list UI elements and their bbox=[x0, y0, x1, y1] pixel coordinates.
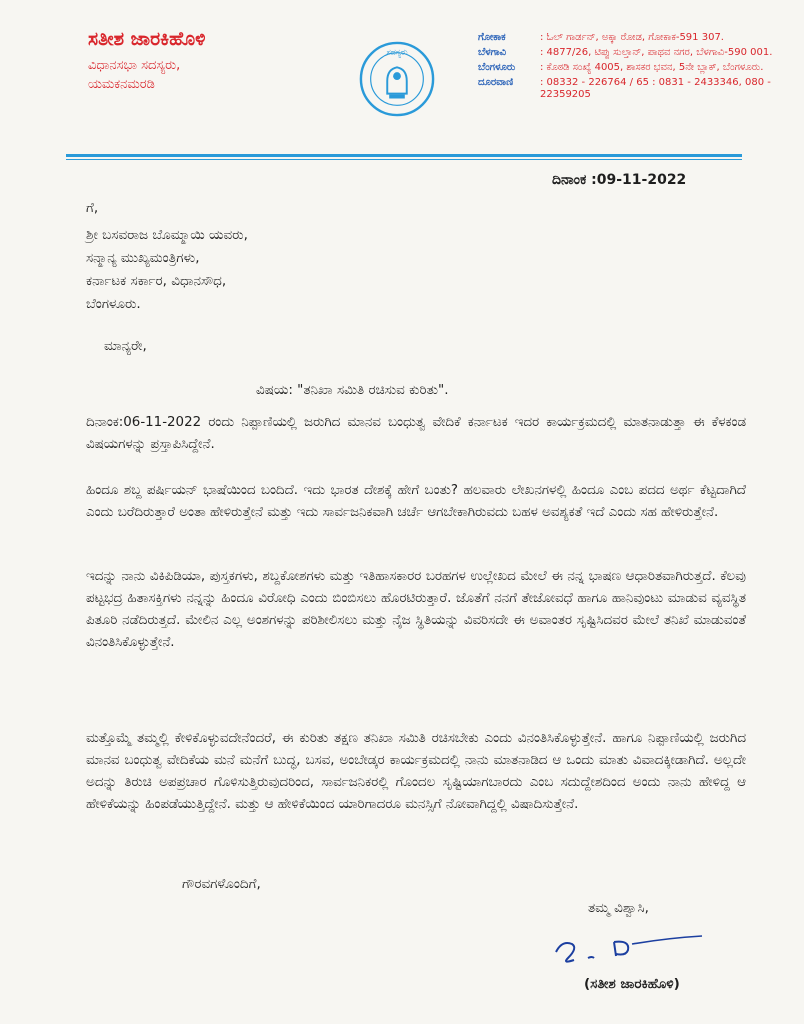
contact-value: : 08332 - 226764 / 65 : 0831 - 2433346, 080 - 22359205 bbox=[540, 77, 771, 100]
recipient-to: ಗೆ, bbox=[86, 200, 99, 216]
closing: ಗೌರವಗಳೊಂದಿಗೆ, bbox=[182, 876, 261, 892]
sender-constituency: ಯಮಕನಮರಡಿ bbox=[88, 77, 155, 92]
contact-block bbox=[478, 32, 778, 104]
recipient-line: ಬೆಂಗಳೂರು. bbox=[86, 296, 141, 312]
salutation: ಮಾನ್ಯರೇ, bbox=[104, 338, 147, 354]
sender-designation: ವಿಧಾನಸಭಾ ಸದಸ್ಯರು, bbox=[88, 58, 181, 73]
contact-value: : ಓಲ್ ಗಾರ್ಡನ್, ಅಕ್ಕಾ ರೋಡ, ಗೋಕಾಕ-591 307. bbox=[540, 32, 724, 43]
contact-row-belagavi bbox=[478, 47, 778, 59]
header-divider-thin bbox=[66, 159, 742, 160]
signatory-name: (ಸತೀಶ ಜಾರಕಿಹೊಳಿ) bbox=[584, 976, 680, 992]
letter-date: ದಿನಾಂಕ :09-11-2022 bbox=[552, 172, 687, 188]
subject-line: ವಿಷಯ: "ತನಿಖಾ ಸಮಿತಿ ರಚಿಸುವ ಕುರಿತು". bbox=[256, 382, 449, 398]
body-paragraph: ಇದನ್ನು ನಾನು ವಿಕಿಪಿಡಿಯಾ, ಪುಸ್ತಕಗಳು, ಶಬ್ದಕೋಶಗಳು ಮತ್ತು ಇತಿಹಾಸಕಾರರ ಬರಹಗಳ ಉಲ್ಲೇಖದ ಮೇಲೆ ಈ ನನ್ನ ಭಾಷಣ ಆಧಾರಿತವಾಗಿರುತ್ತದೆ. ಕೆಲವು ಪಟ್ಟಭದ್ರ ಹಿತಾಸಕ್ತಿಗಳು ನನ್ನನ್ನು ಹಿಂದೂ ವಿರೋಧಿ ಎಂದು ಬಿಂಬಿಸಲು ಹೊರಟಿರುತ್ತಾರೆ. ಜೊತೆಗೆ ನನಗೆ ತೇಜೋವಧೆ ಹಾಗೂ ಹಾನಿವುಂಟು ಮಾಡುವ ವ್ಯವಸ್ಥಿತ ಪಿತೂರಿ ನಡೆದಿರುತ್ತದೆ. ಮೇಲಿನ ಎಲ್ಲ ಅಂಶಗಳನ್ನು ಪರಿಶೀಲಿಸಲು ಮತ್ತು ನೈಜ ಸ್ಥಿತಿಯನ್ನು ವಿವರಿಸದೇ ಈ ಅವಾಂತರ ಸೃಷ್ಟಿಸಿದವರ ಮೇಲೆ ತನಿಖೆ ಮಾಡುವಂತೆ ವಿನಂತಿಸಿಕೊಳ್ಳುತ್ತೇನೆ. bbox=[86, 569, 746, 650]
contact-row-bengaluru bbox=[478, 62, 778, 74]
contact-label: ಗೋಕಾಕ bbox=[478, 32, 506, 43]
body-paragraph: ಮತ್ತೊಮ್ಮೆ ತಮ್ಮಲ್ಲಿ ಕೇಳಿಕೊಳ್ಳುವದೇನೆಂದರೆ, ಈ ಕುರಿತು ತಕ್ಷಣ ತನಿಖಾ ಸಮಿತಿ ರಚಿಸಬೇಕು ಎಂದು ವಿನಂತಿಸಿಕೊಳ್ಳುತ್ತೇನೆ. ಹಾಗೂ ನಿಪ್ಪಾಣಿಯಲ್ಲಿ ಜರುಗಿದ ಮಾನವ ಬಂಧುತ್ವ ವೇದಿಕೆಯ ಮನೆ ಮನೆಗೆ ಬುದ್ಧ, ಬಸವ, ಅಂಬೇಡ್ಕರ ಕಾರ್ಯಕ್ರಮದಲ್ಲಿ ನಾನು ಮಾತನಾಡಿದ ಆ ಒಂದು ಮಾತು ವಿವಾದಕ್ಕೀಡಾಗಿದೆ. ಅಲ್ಲದೇ ಅದನ್ನು ತಿರುಚಿ ಅಪಪ್ರಚಾರ ಗೊಳಿಸುತ್ತಿರುವುದರಿಂದ, ಸಾರ್ವಜನಿಕರಲ್ಲಿ ಗೊಂದಲ ಸೃಷ್ಟಿಯಾಗಬಾರದು ಎಂಬ ಸದುದ್ದೇಶದಿಂದ ಅಂದು ನಾನು ಹೇಳಿದ್ದ ಆ ಹೇಳಿಕೆಯನ್ನು ಹಿಂಪಡೆಯುತ್ತಿದ್ದೇನೆ. ಮತ್ತು ಆ ಹೇಳಿಕೆಯಿಂದ ಯಾರಿಗಾದರೂ ಮನಸ್ಸಿಗೆ ನೋವಾಗಿದ್ದಲ್ಲಿ ವಿಷಾದಿಸುತ್ತೇನೆ. bbox=[86, 731, 746, 812]
recipient-line: ಸನ್ಮಾನ್ಯ ಮುಖ್ಯಮಂತ್ರಿಗಳು, bbox=[86, 250, 200, 266]
state-emblem-seal-icon bbox=[358, 40, 436, 118]
body-paragraph: ದಿನಾಂಕ:06-11-2022 ರಂದು ನಿಪ್ಪಾಣಿಯಲ್ಲಿ ಜರುಗಿದ ಮಾನವ ಬಂಧುತ್ವ ವೇದಿಕೆ ಕರ್ನಾಟಕ ಇದರ ಕಾರ್ಯಕ್ರಮದಲ್ಲಿ ಮಾತನಾಡುತ್ತಾ ಈ ಕೆಳಕಂಡ ವಿಷಯಗಳನ್ನು ಪ್ರಸ್ತಾಪಿಸಿದ್ದೇನೆ. bbox=[86, 415, 746, 452]
contact-row-phone bbox=[478, 77, 778, 101]
contact-label: ಬೆಳಗಾವಿ bbox=[478, 47, 507, 58]
sender-name: ಸತೀಶ ಜಾರಕಿಹೊಳಿ bbox=[88, 28, 206, 50]
signature-icon bbox=[548, 930, 708, 970]
contact-label: ದೂರವಾಣಿ bbox=[478, 77, 514, 88]
contact-row-gokak bbox=[478, 32, 778, 44]
header-divider bbox=[66, 154, 742, 157]
contact-value: : 4877/26, ಟಿಪ್ಪು ಸುಲ್ತಾನ್, ಪಾಥವ ನಗರ, ಬೆಳಗಾವಿ-590 001. bbox=[540, 47, 773, 58]
seal-text: ಸದಸ್ಯರು bbox=[386, 47, 408, 57]
contact-value: : ಕೊಠಡಿ ಸಂಖ್ಯೆ 4005, ಶಾಸಕರ ಭವನ, 5ನೇ ಬ್ಲಾಕ್, ಬೆಂಗಳೂರು. bbox=[540, 62, 764, 73]
recipient-line: ಶ್ರೀ ಬಸವರಾಜ ಬೊಮ್ಮಾಯಿ ಯವರು, bbox=[86, 227, 248, 243]
contact-label: ಬೆಂಗಳೂರು bbox=[478, 62, 516, 73]
body-paragraph: ಹಿಂದೂ ಶಬ್ದ ಪರ್ಷಿಯನ್ ಭಾಷೆಯಿಂದ ಬಂದಿದೆ. ಇದು ಭಾರತ ದೇಶಕ್ಕೆ ಹೇಗೆ ಬಂತು? ಹಲವಾರು ಲೇಖನಗಳಲ್ಲಿ ಹಿಂದೂ ಎಂಬ ಪದದ ಅರ್ಥ ಕೆಟ್ಟದಾಗಿದೆ ಎಂದು ಬರೆದಿರುತ್ತಾರೆ ಅಂತಾ ಹೇಳಿರುತ್ತೇನೆ ಮತ್ತು ಇದು ಸಾರ್ವಜನಿಕವಾಗಿ ಚರ್ಚೆ ಆಗಬೇಕಾಗಿರುವದು ಬಹಳ ಅವಶ್ಯಕತೆ ಇದೆ ಎಂದು ಸಹ ಹೇಳಿರುತ್ತೇನೆ. bbox=[86, 483, 746, 520]
recipient-line: ಕರ್ನಾಟಕ ಸರ್ಕಾರ, ವಿಧಾನಸೌಧ, bbox=[86, 273, 227, 289]
sign-off: ತಮ್ಮ ವಿಶ್ವಾಸಿ, bbox=[588, 900, 649, 916]
